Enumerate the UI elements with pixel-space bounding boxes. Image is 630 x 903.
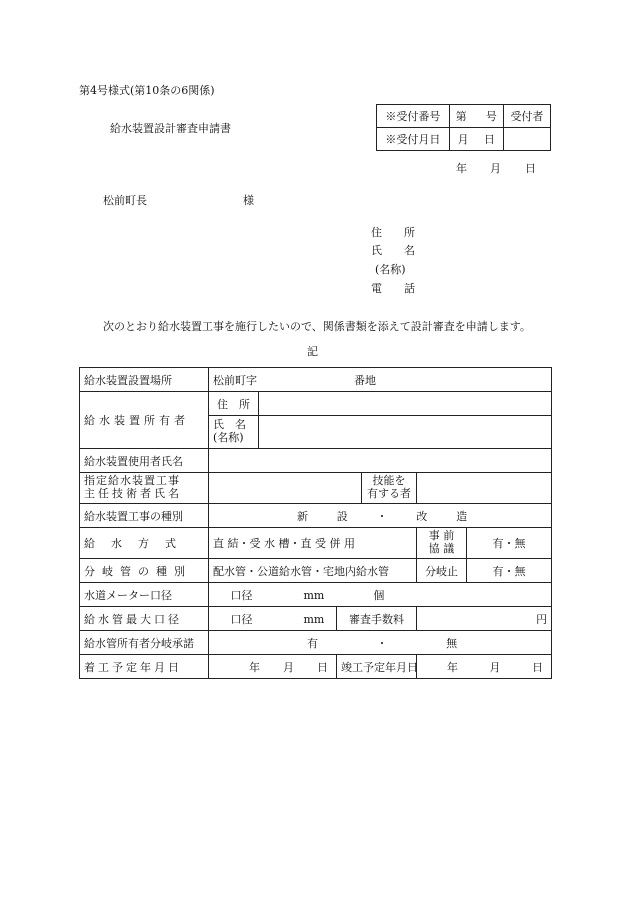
work-type-label: 給水装置工事の種別 [80,504,209,528]
consent-yes: 有 [307,636,318,650]
supply-method-label: 給水方式 [80,528,209,559]
receiver-cell [503,128,550,151]
engineer-label-line2: 主任技術者氏名 [84,487,182,500]
prior-consult-label [417,528,467,559]
start-date-label: 着工予定年月日 [80,655,209,679]
consent-label: 給水管所有者分岐承諾 [80,631,209,655]
skilled-label-line1: 技能を [372,474,406,488]
owner-address-cell [259,392,552,416]
row-meter [80,583,552,607]
receipt-box [376,104,551,151]
max-bore-text: 口径 [230,612,253,626]
skilled-label [362,473,417,504]
applicant-name-label: 氏 名 [371,244,415,257]
go-text: 号 [485,110,497,123]
row-supply-method [80,528,552,559]
work-type-cell [209,504,552,528]
work-sep: ・ [376,509,388,523]
receipt-date-label: ※受付月日 [377,128,450,151]
date-month: 月 [490,162,501,175]
row-branch-type [80,559,552,583]
owner-address-label: 住 所 [209,392,259,416]
skilled-cell [417,473,552,504]
row-install-location [80,368,552,392]
receiver-label: 受付者 [503,105,550,128]
row-work-type [80,504,552,528]
install-location-label: 給水装置設置場所 [80,368,209,392]
work-setsu: 設 [336,509,348,523]
day-text: 日 [483,133,495,146]
prior-yes-no: 有・無 [467,528,552,559]
supply-method-cell: 直 結・受 水 槽・直 受 併 用 [209,528,417,559]
user-cell [209,449,552,473]
receipt-number-cell [449,105,503,128]
work-kai: 改 [416,509,428,523]
start-year: 年 [249,660,260,674]
meter-mm: mm [303,588,325,602]
date-day: 日 [525,162,536,175]
max-bore-label: 給水管最大口径 [80,607,209,631]
prior-label-line2: 協 議 [428,542,455,555]
start-date-cell [209,655,337,679]
branch-stop-yes-no: 有・無 [467,559,552,583]
dai-text: 第 [455,110,467,123]
month-text: 月 [457,133,469,146]
finish-date-cell [417,655,552,679]
receipt-number-label: ※受付番号 [377,105,450,128]
document-title: 給水装置設計審査申請書 [110,122,231,135]
prior-label-line1: 事 前 [428,529,455,543]
date-year: 年 [456,162,467,175]
finish-date-label: 竣工予定年月日 [337,655,417,679]
engineer-label [80,473,209,504]
applicant-corp-label: (名称) [375,263,406,276]
finish-day: 日 [532,660,544,674]
consent-no: 無 [446,636,458,650]
body-text: 次のとおり給水装置工事を施行したいので、関係書類を添えて設計審査を申請します。 [103,320,531,333]
skilled-label-line2: 有する者 [367,487,411,500]
start-day: 日 [317,660,328,674]
user-label: 給水装置使用者氏名 [80,449,209,473]
addressee-name: 松前町長 [103,194,147,207]
max-bore-mm: mm [303,612,325,626]
engineer-cell [209,473,362,504]
fee-cell: 円 [417,607,552,631]
row-max-bore [80,607,552,631]
consent-dot: ・ [376,636,388,650]
install-location-cell [209,368,552,392]
start-month: 月 [283,660,294,674]
engineer-label-line1: 指定給水装置工事 [84,474,180,488]
meter-count: 個 [373,588,385,602]
applicant-phone-label: 電 話 [371,282,415,295]
applicant-address-label: 住 所 [371,226,415,239]
consent-cell [209,631,552,655]
addressee-honorific: 様 [243,194,254,207]
owner-name-cell [259,416,552,449]
row-user [80,449,552,473]
receipt-date-cell [449,128,503,151]
owner-name-label [209,416,259,449]
application-form-table [79,367,552,679]
meter-bore: 口径 [230,588,253,602]
branch-stop-label: 分岐止 [417,559,467,583]
owner-name-text: 氏 名 [213,418,246,432]
max-bore-cell [209,607,337,631]
owner-corp-text: (名称) [213,431,244,444]
meter-cell [209,583,552,607]
form-number: 第4号様式(第10条の6関係) [79,84,215,97]
row-engineer [80,473,552,504]
work-zou: 造 [456,509,468,523]
work-new: 新 [297,509,308,523]
finish-year: 年 [447,660,458,674]
owner-label: 給水装置所有者 [80,392,209,449]
ki-heading: 記 [307,345,318,358]
row-dates [80,655,552,679]
fee-label: 審査手数料 [337,607,417,631]
branch-type-cell: 配水管・公道給水管・宅地内給水管 [209,559,417,583]
branch-type-label: 分岐管の種別 [80,559,209,583]
finish-month: 月 [489,660,501,674]
install-location-suffix: 番地 [354,373,376,387]
install-location-prefix: 松前町字 [213,373,257,387]
row-owner-address [80,392,552,416]
row-consent [80,631,552,655]
meter-label: 水道メーター口径 [80,583,209,607]
